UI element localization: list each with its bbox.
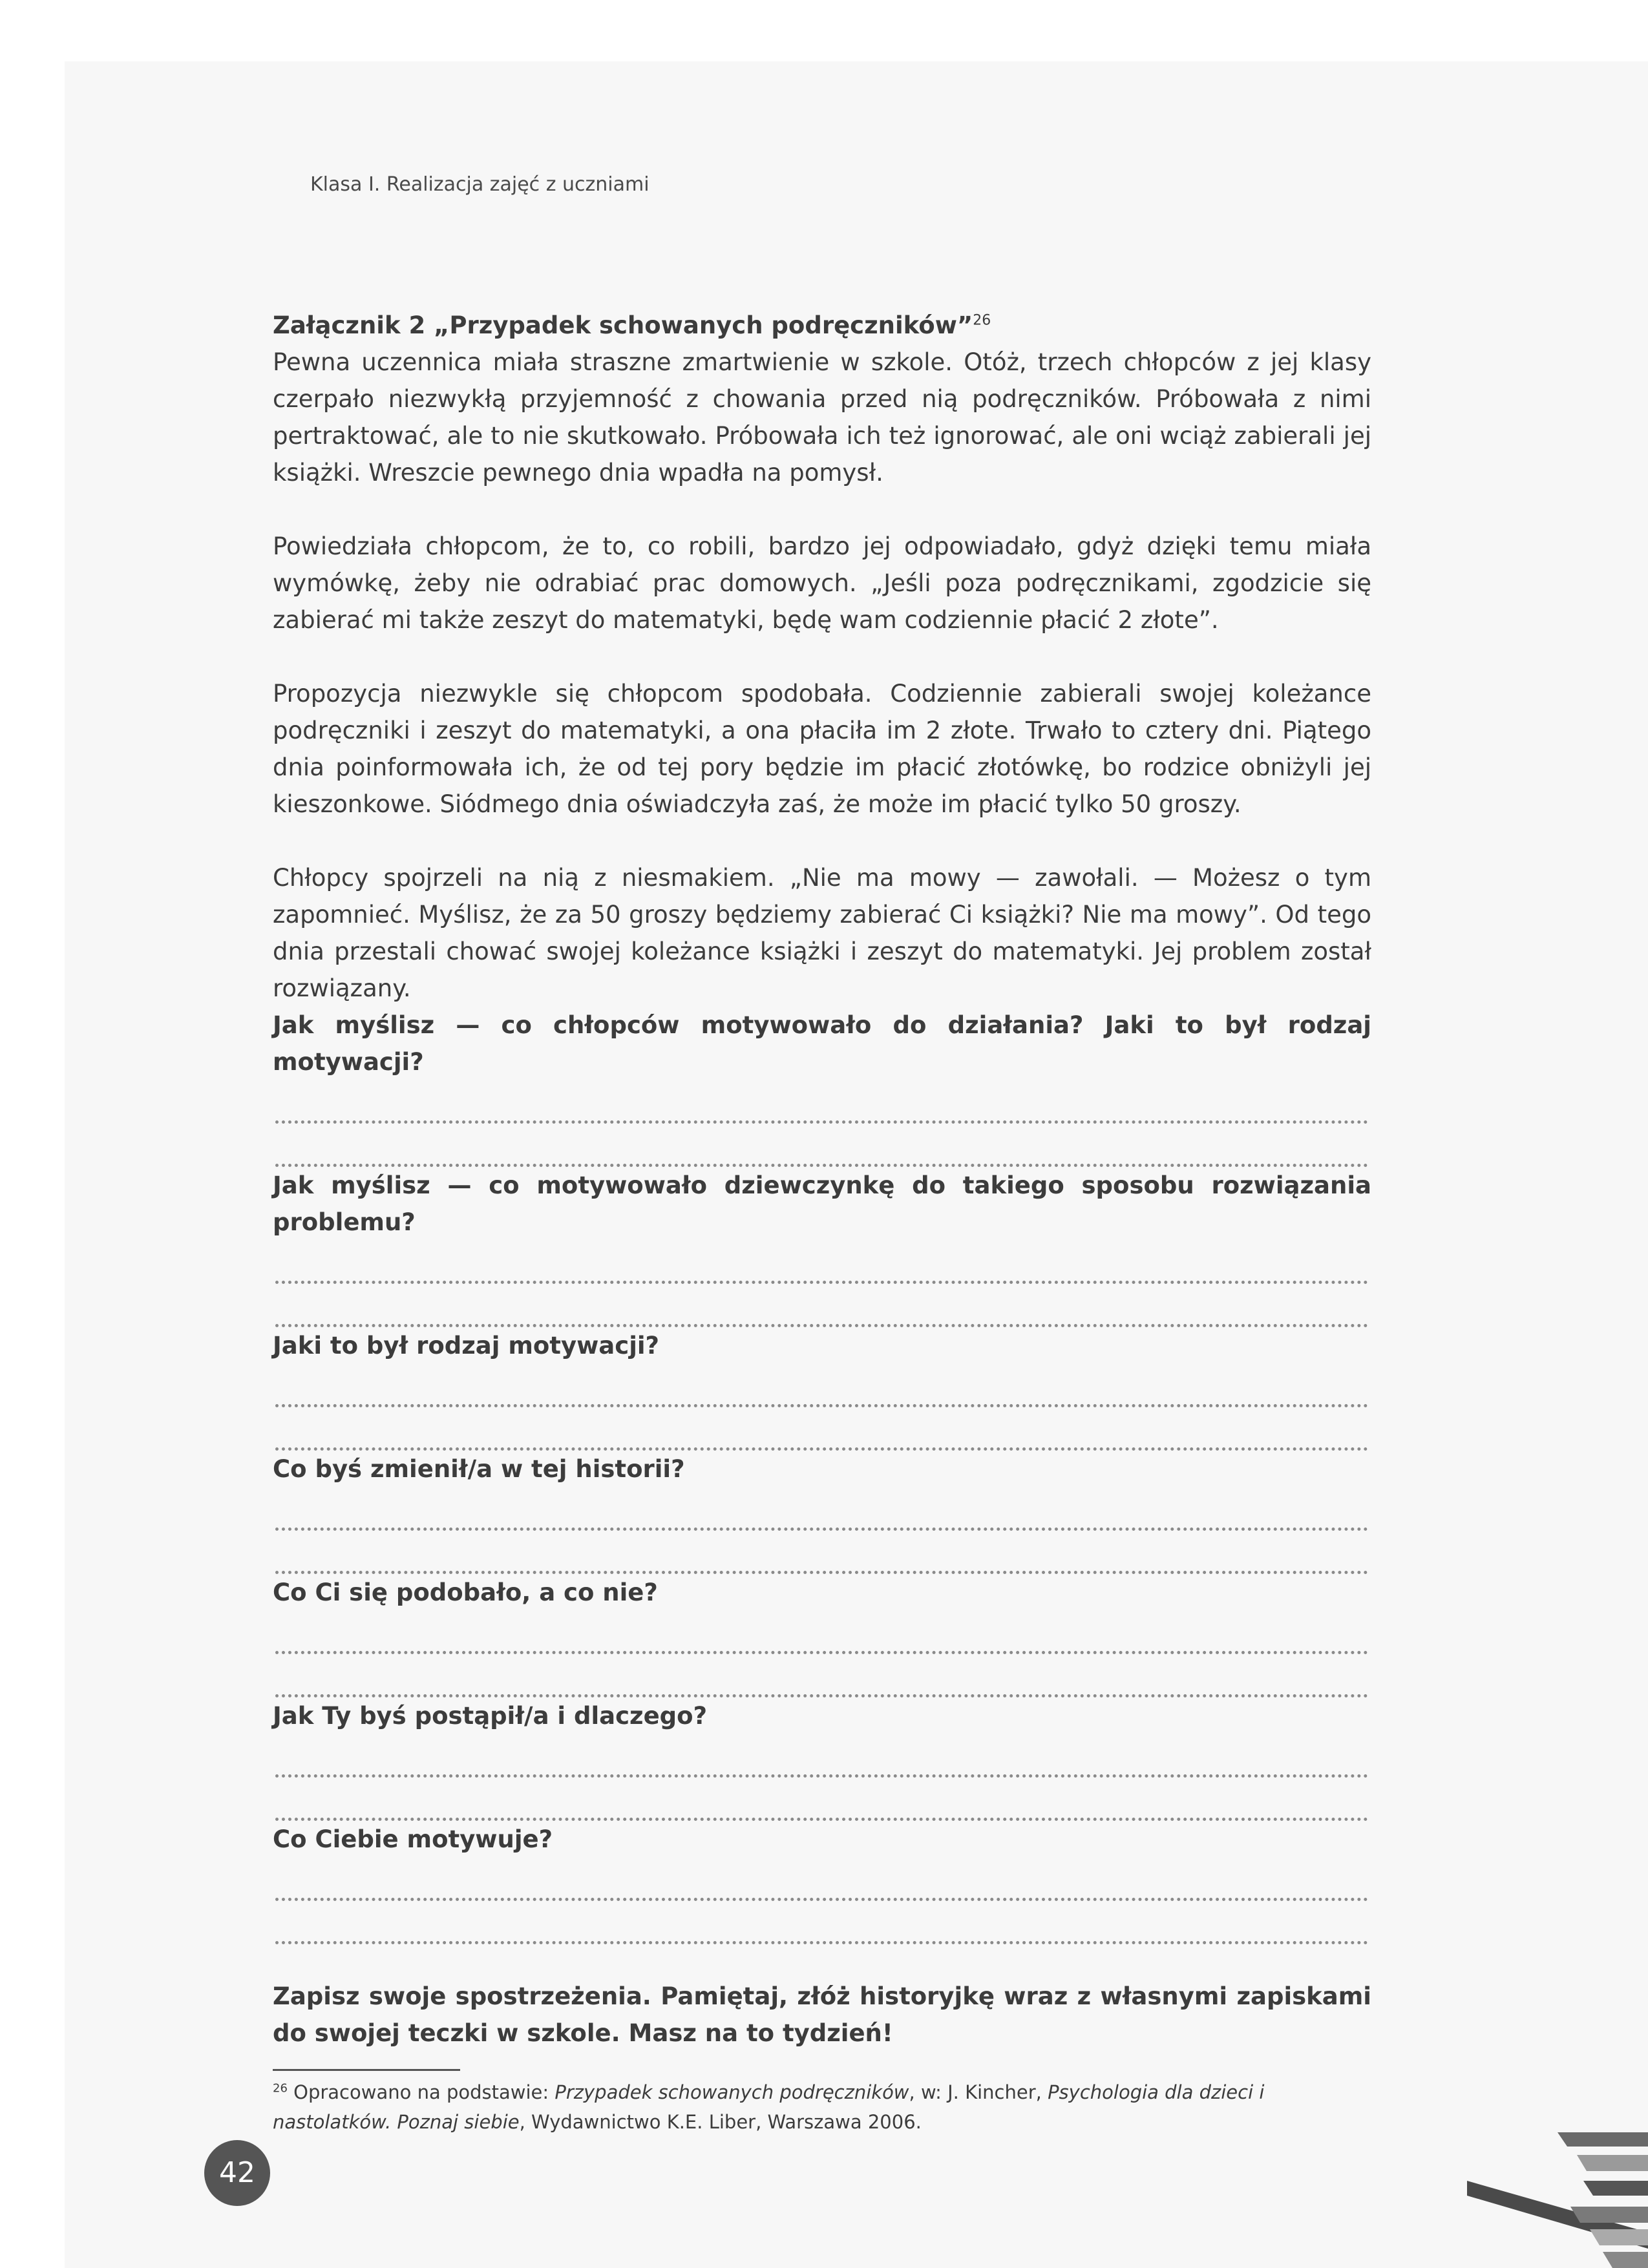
question-6: Jak Ty byś postąpił/a i dlaczego? <box>273 1702 708 1730</box>
answer-line[interactable] <box>275 1734 1368 1778</box>
question-block-1 <box>273 1007 1371 1167</box>
answer-line[interactable] <box>275 1407 1368 1451</box>
answer-line[interactable] <box>275 1858 1368 1901</box>
closing-instruction: Zapisz swoje spostrzeżenia. Pamiętaj, złóż historyjkę wraz z własnymi zapiskami do swojej teczki w szkole. Masz na to tydzień! <box>273 1982 1371 2047</box>
answer-line[interactable] <box>275 1241 1368 1284</box>
question-1: Jak myślisz — co chłopców motywowało do działania? Jaki to był rodzaj motywacji? <box>273 1011 1371 1076</box>
answer-line[interactable] <box>275 1080 1368 1124</box>
answer-line[interactable] <box>275 1124 1368 1167</box>
running-head: Klasa I. Realizacja zajęć z uczniami <box>310 173 650 196</box>
answer-line[interactable] <box>275 1654 1368 1697</box>
question-block-3 <box>273 1327 1371 1451</box>
attachment-heading <box>273 307 1371 344</box>
footnote-mid: , w: J. Kincher, <box>909 2081 1048 2103</box>
story-paragraph-1 <box>273 307 1371 491</box>
answer-line[interactable] <box>275 1284 1368 1327</box>
footnote-number: 26 <box>273 2081 288 2095</box>
answer-line[interactable] <box>275 1611 1368 1654</box>
question-block-7 <box>273 1821 1371 1944</box>
question-block-4 <box>273 1451 1371 1574</box>
question-block-5 <box>273 1574 1371 1697</box>
footnote-work-title: Przypadek schowanych podręczników <box>555 2081 909 2103</box>
answer-line[interactable] <box>275 1901 1368 1944</box>
story-text-1: Pewna uczennica miała straszne zmartwienie w szkole. Otóż, trzech chłopców z jej klasy czerpało niezwykłą przyjemność z chowania przed nią podręczników. Próbowała z nimi pertraktować, ale to nie skutkowało. Próbowała ich też ignorować, ale oni wciąż zabierali jej książki. Wreszcie pewnego dnia wpadła na pomysł. <box>273 348 1371 487</box>
story-paragraph-4: Chłopcy spojrzeli na nią z niesmakiem. „Nie ma mowy — zawołali. — Możesz o tym zapomnieć. Myślisz, że za 50 groszy będziemy zabierać Ci książki? Nie ma mowy”. Od tego dnia przestali chować swojej koleżance książki i zeszyt do matematyki. Jej problem został rozwiązany. <box>273 864 1371 1002</box>
story-paragraph-2: Powiedziała chłopcom, że to, co robili, bardzo jej odpowiadało, gdyż dzięki temu miała wymówkę, żeby nie odrabiać prac domowych. „Jeśli poza podręcznikami, zgodzicie się zabierać mi także zeszyt do matematyki, będę wam codziennie płacić 2 złote”. <box>273 532 1371 634</box>
page-number-badge: 42 <box>204 2140 270 2206</box>
footnote-book-title: Psychologia dla dzieci i nastolatków. Poznaj siebie <box>273 2081 1265 2133</box>
footnote-separator <box>273 2069 460 2071</box>
stripe <box>1558 2132 1648 2147</box>
question-5: Co Ci się podobało, a co nie? <box>273 1579 658 1606</box>
stripe <box>1583 2181 1648 2196</box>
main-content <box>273 307 1371 2052</box>
stripe <box>1603 2252 1648 2268</box>
decorative-stripes-icon <box>1454 2119 1648 2268</box>
question-7: Co Ciebie motywuje? <box>273 1825 553 1853</box>
attachment-title: Załącznik 2 „Przypadek schowanych podręczników” <box>273 311 973 339</box>
answer-line[interactable] <box>275 1531 1368 1574</box>
heading-footnote-ref: 26 <box>973 312 991 329</box>
question-3: Jaki to był rodzaj motywacji? <box>273 1332 660 1360</box>
question-block-2 <box>273 1167 1371 1327</box>
stripe <box>1590 2229 1648 2245</box>
question-block-6 <box>273 1697 1371 1821</box>
story-paragraph-3: Propozycja niezwykle się chłopcom spodobała. Codziennie zabierali swojej koleżance podręczniki i zeszyt do matematyki, a ona płaciła im 2 złote. Trwało to cztery dni. Piątego dnia poinformowała ich, że od tej pory będzie im płacić złotówkę, bo rodzice obniżyli jej kieszonkowe. Siódmego dnia oświadczyła zaś, że może im płacić tylko 50 groszy. <box>273 680 1371 818</box>
footnote-tail: , Wydawnictwo K.E. Liber, Warszawa 2006. <box>519 2111 922 2133</box>
answer-line[interactable] <box>275 1364 1368 1407</box>
answer-line[interactable] <box>275 1487 1368 1531</box>
footnote <box>273 2077 1371 2137</box>
stripe <box>1577 2155 1648 2171</box>
footnote-lead: Opracowano na podstawie: <box>287 2081 555 2103</box>
question-2: Jak myślisz — co motywowało dziewczynkę do takiego sposobu rozwiązania problemu? <box>273 1171 1371 1236</box>
question-4: Co byś zmienił/a w tej historii? <box>273 1455 685 1483</box>
stripe <box>1570 2207 1648 2223</box>
answer-line[interactable] <box>275 1778 1368 1821</box>
